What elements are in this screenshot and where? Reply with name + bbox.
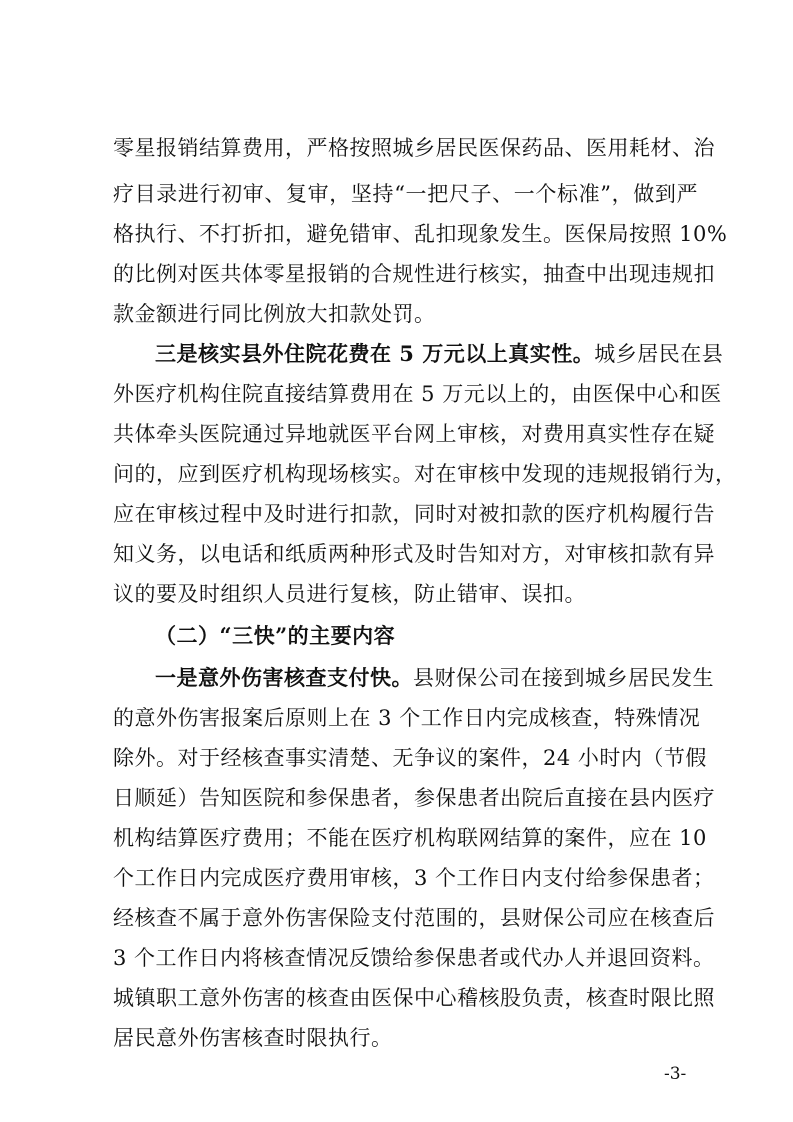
paragraph-lead-bold: 三是核实县外住院花费在 5 万元以上真实性。 xyxy=(155,341,595,366)
page-number: -3- xyxy=(664,1064,687,1084)
body-text-line: 日顺延）告知医院和参保患者，参保患者出院后直接在县内医疗 xyxy=(113,786,715,810)
body-text-line: 经核查不属于意外伤害保险支付范围的，县财保公司应在核查后 xyxy=(113,906,715,930)
body-text-line: 疗目录进行初审、复审，坚持“一把尺子、一个标准”，做到严 xyxy=(113,182,698,206)
body-text-line: 问的，应到医疗机构现场核实。对在审核中发现的违规报销行为， xyxy=(113,462,737,486)
section-heading: （二）“三快”的主要内容 xyxy=(155,623,396,648)
body-text-line: 3 个工作日内将核查情况反馈给参保患者或代办人并退回资料。 xyxy=(113,946,715,970)
body-text-line: 的比例对医共体零星报销的合规性进行核实，抽查中出现违规扣 xyxy=(113,262,715,286)
body-text-line: 外医疗机构住院直接结算费用在 5 万元以上的，由医保中心和医 xyxy=(113,382,722,406)
paragraph-first-line xyxy=(155,334,724,374)
body-text-line: 除外。对于经核查事实清楚、无争议的案件，24 小时内（节假 xyxy=(113,746,707,770)
body-text-line: 居民意外伤害核查时限执行。 xyxy=(113,1026,393,1050)
paragraph-lead-rest: 城乡居民在县 xyxy=(594,342,724,366)
paragraph-first-line xyxy=(155,658,714,698)
body-text-line: 机构结算医疗费用；不能在医疗机构联网结算的案件，应在 10 xyxy=(113,826,707,850)
body-text-line: 个工作日内完成医疗费用审核，3 个工作日内支付给参保患者； xyxy=(113,866,715,890)
body-text-line: 款金额进行同比例放大扣款处罚。 xyxy=(113,302,436,326)
body-text-line: 共体牵头医院通过异地就医平台网上审核，对费用真实性存在疑 xyxy=(113,422,715,446)
body-text-line: 应在审核过程中及时进行扣款，同时对被扣款的医疗机构履行告 xyxy=(113,502,715,526)
body-text-line: 知义务，以电话和纸质两种形式及时告知对方，对审核扣款有异 xyxy=(113,542,715,566)
paragraph-lead-bold: 一是意外伤害核查支付快。 xyxy=(155,665,413,690)
paragraph-lead-rest: 县财保公司在接到城乡居民发生 xyxy=(413,666,714,690)
body-text-line: 议的要及时组织人员进行复核，防止错审、误扣。 xyxy=(113,582,586,606)
body-text-line: 城镇职工意外伤害的核查由医保中心稽核股负责，核查时限比照 xyxy=(113,986,715,1010)
body-text-line: 格执行、不打折扣，避免错审、乱扣现象发生。医保局按照 10% xyxy=(113,222,728,246)
body-text-line: 的意外伤害报案后原则上在 3 个工作日内完成核查，特殊情况 xyxy=(113,706,701,730)
body-text-line: 零星报销结算费用，严格按照城乡居民医保药品、医用耗材、治 xyxy=(113,136,715,160)
